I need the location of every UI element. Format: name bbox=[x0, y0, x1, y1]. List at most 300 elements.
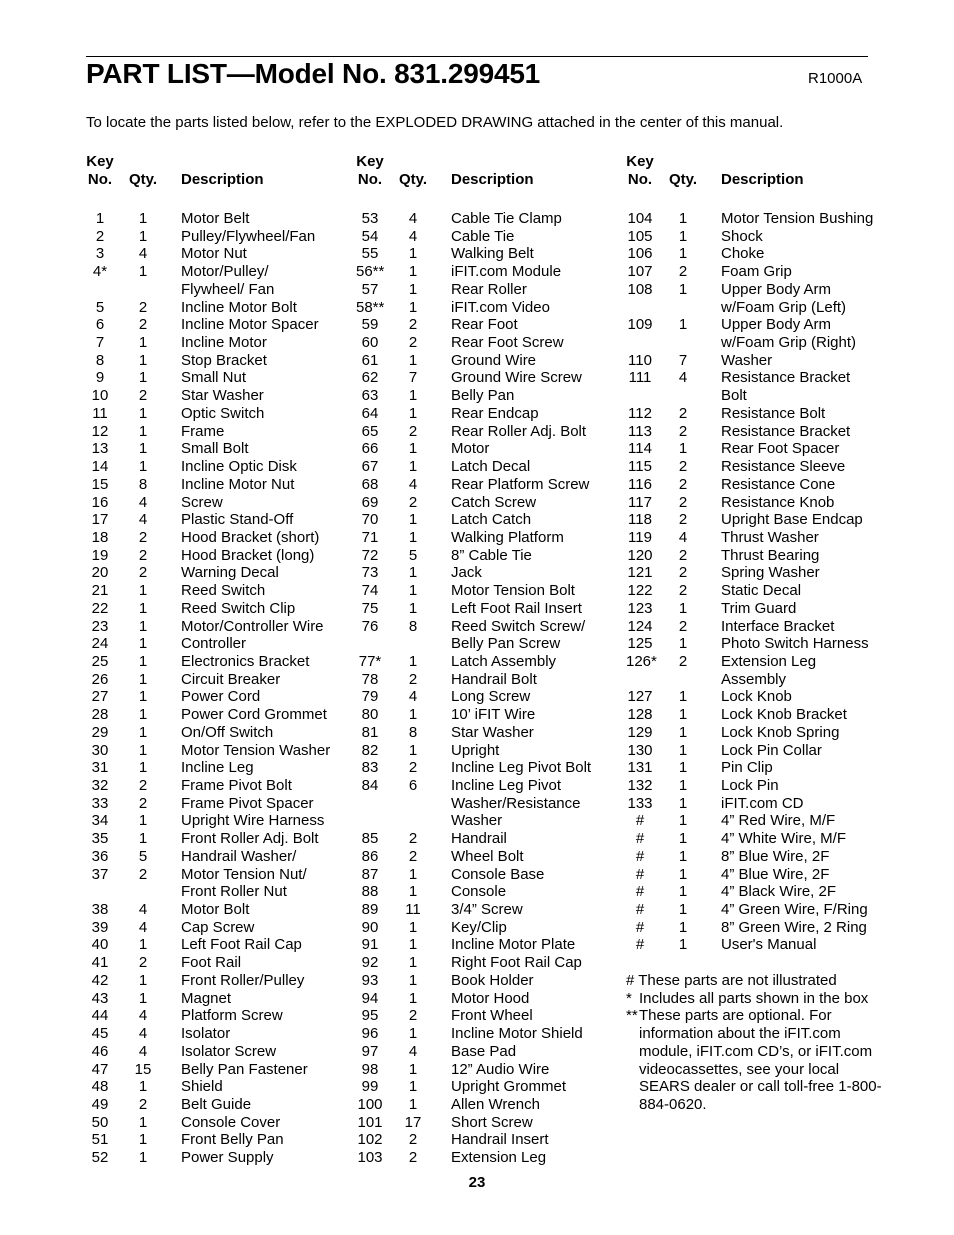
part-qty: 1 bbox=[408, 865, 418, 883]
part-key: 52 bbox=[91, 1149, 109, 1167]
part-key: 119 bbox=[628, 528, 652, 546]
part-qty: 2 bbox=[408, 830, 418, 848]
part-description: Console Cover bbox=[181, 1113, 281, 1131]
part-qty: 4 bbox=[408, 227, 418, 245]
part-description: iFIT.com Module bbox=[451, 263, 562, 281]
part-key: # bbox=[635, 812, 645, 830]
part-qty: 2 bbox=[408, 316, 418, 334]
part-key: 104 bbox=[627, 210, 653, 227]
part-row bbox=[356, 405, 616, 423]
part-row bbox=[356, 494, 616, 512]
part-qty: 1 bbox=[408, 245, 418, 263]
part-description: Extension Leg bbox=[721, 652, 817, 670]
part-qty: 1 bbox=[138, 599, 148, 617]
part-description: Platform Screw bbox=[181, 1007, 283, 1025]
part-qty: 2 bbox=[678, 617, 688, 635]
part-row bbox=[86, 600, 346, 618]
part-qty: 1 bbox=[138, 210, 148, 227]
part-row bbox=[86, 564, 346, 582]
part-key: # bbox=[635, 865, 645, 883]
part-qty: 2 bbox=[408, 422, 418, 440]
part-qty: 4 bbox=[408, 475, 418, 493]
part-description: Incline Leg bbox=[181, 759, 254, 777]
part-qty: 1 bbox=[678, 723, 688, 741]
part-row bbox=[86, 1096, 346, 1114]
part-row bbox=[356, 423, 616, 441]
footnote-includes: * Includes all parts shown in the box bbox=[626, 989, 869, 1007]
part-key: 101 bbox=[357, 1113, 383, 1131]
part-qty: 1 bbox=[678, 777, 688, 794]
part-description: Lock Knob Spring bbox=[721, 723, 840, 741]
part-qty: 1 bbox=[138, 351, 148, 369]
part-row bbox=[626, 688, 888, 706]
part-row bbox=[356, 830, 616, 848]
part-description: Lock Pin bbox=[721, 777, 779, 794]
part-key: 115 bbox=[628, 458, 652, 476]
part-qty: 1 bbox=[678, 599, 688, 617]
part-qty: 1 bbox=[678, 847, 688, 865]
header-description: Description bbox=[181, 171, 264, 188]
part-description: Motor Tension Bushing bbox=[721, 210, 874, 227]
part-row bbox=[86, 334, 346, 352]
part-row bbox=[356, 1025, 616, 1043]
part-qty: 1 bbox=[408, 936, 418, 954]
part-description: Incline Motor bbox=[181, 334, 267, 352]
part-key: 3 bbox=[95, 245, 105, 263]
part-qty: 2 bbox=[408, 1149, 418, 1167]
part-qty: 1 bbox=[408, 280, 418, 298]
part-key: 133 bbox=[627, 794, 653, 812]
part-row bbox=[356, 299, 616, 317]
part-row bbox=[626, 369, 888, 387]
part-description: Upright Base Endcap bbox=[721, 511, 863, 529]
part-description: Shield bbox=[181, 1078, 223, 1096]
part-key: 49 bbox=[91, 1095, 109, 1113]
part-qty: 2 bbox=[138, 546, 148, 564]
part-row bbox=[356, 316, 616, 334]
part-key: 82 bbox=[361, 741, 379, 759]
part-key: 72 bbox=[361, 546, 379, 564]
part-row bbox=[86, 547, 346, 565]
part-key: 30 bbox=[91, 741, 109, 759]
part-row bbox=[626, 334, 888, 352]
part-qty: 1 bbox=[678, 830, 688, 848]
part-key: 132 bbox=[627, 777, 653, 794]
part-qty: 2 bbox=[138, 777, 148, 794]
part-qty: 1 bbox=[678, 280, 688, 298]
part-qty: 4 bbox=[678, 369, 688, 387]
part-qty: 2 bbox=[678, 582, 688, 600]
part-description: Motor/Pulley/ bbox=[181, 263, 269, 281]
part-row bbox=[626, 458, 888, 476]
part-row bbox=[626, 228, 888, 246]
part-description: Resistance Sleeve bbox=[721, 458, 846, 476]
part-key: 99 bbox=[361, 1078, 379, 1096]
part-qty: 1 bbox=[408, 652, 418, 670]
part-qty: 2 bbox=[138, 1095, 148, 1113]
part-qty: 1 bbox=[138, 334, 148, 352]
part-description: Optic Switch bbox=[181, 404, 265, 422]
part-qty: 1 bbox=[138, 617, 148, 635]
part-row bbox=[626, 919, 888, 937]
part-description: Power Cord bbox=[181, 688, 261, 706]
part-key: 92 bbox=[361, 954, 379, 972]
part-key: 83 bbox=[361, 759, 379, 777]
part-key: 39 bbox=[91, 918, 109, 936]
footnote-optional: ** These parts are optional. For information about the iFIT.com module, iFIT.com CD’s, or iFIT.com videocassettes, see your local SEARS dealer or call toll-free 1-800-884-0620. bbox=[626, 1007, 882, 1114]
intro-text: To locate the parts listed below, refer to the EXPLODED DRAWING attached in the center of this manual. bbox=[86, 114, 784, 131]
part-key: 78 bbox=[361, 670, 379, 688]
part-qty: 1 bbox=[408, 440, 418, 458]
part-key: 26 bbox=[91, 670, 109, 688]
part-key: 116 bbox=[628, 475, 652, 493]
header-key: Key bbox=[626, 153, 654, 170]
part-description: Washer bbox=[451, 812, 503, 830]
part-row bbox=[626, 494, 888, 512]
part-row bbox=[86, 263, 346, 281]
part-description: Wheel Bolt bbox=[451, 847, 524, 865]
part-qty: 2 bbox=[678, 652, 688, 670]
part-qty: 1 bbox=[408, 564, 418, 582]
part-description: Photo Switch Harness bbox=[721, 635, 869, 653]
part-key: 96 bbox=[361, 1025, 379, 1043]
part-row bbox=[86, 919, 346, 937]
part-row bbox=[86, 245, 346, 263]
part-qty: 17 bbox=[404, 1113, 422, 1131]
part-row bbox=[356, 795, 616, 813]
part-qty: 2 bbox=[408, 847, 418, 865]
part-description: Rear Platform Screw bbox=[451, 475, 590, 493]
part-key: 13 bbox=[91, 440, 109, 458]
part-description: Upper Body Arm bbox=[721, 280, 832, 298]
footnote-includes-text: Includes all parts shown in the box bbox=[639, 989, 869, 1007]
part-description: Front Roller Adj. Bolt bbox=[181, 830, 319, 848]
part-qty: 1 bbox=[678, 794, 688, 812]
part-row bbox=[86, 476, 346, 494]
part-description: Motor bbox=[451, 440, 490, 458]
part-row bbox=[626, 529, 888, 547]
part-description: 4” Red Wire, M/F bbox=[721, 812, 836, 830]
part-description: Hood Bracket (short) bbox=[181, 528, 320, 546]
part-row bbox=[86, 529, 346, 547]
part-row bbox=[356, 706, 616, 724]
part-description: Reed Switch Clip bbox=[181, 599, 296, 617]
part-row bbox=[356, 1149, 616, 1167]
part-key: 69 bbox=[361, 493, 379, 511]
part-description: Left Foot Rail Insert bbox=[451, 599, 582, 617]
parts-column-3 bbox=[626, 153, 888, 954]
part-description: Key/Clip bbox=[451, 918, 507, 936]
part-qty: 1 bbox=[408, 599, 418, 617]
part-qty: 1 bbox=[138, 670, 148, 688]
part-qty: 1 bbox=[408, 741, 418, 759]
part-description: Resistance Bolt bbox=[721, 404, 826, 422]
part-description: Reed Switch bbox=[181, 582, 266, 600]
part-qty: 4 bbox=[138, 511, 148, 529]
part-qty: 15 bbox=[134, 1060, 152, 1078]
part-qty: 1 bbox=[138, 723, 148, 741]
part-description: Incline Leg Pivot Bolt bbox=[451, 759, 592, 777]
part-description: Rear Endcap bbox=[451, 404, 539, 422]
part-key: 48 bbox=[91, 1078, 109, 1096]
part-row bbox=[356, 635, 616, 653]
part-qty: 4 bbox=[138, 1007, 148, 1025]
part-description: Handrail bbox=[451, 830, 507, 848]
part-row bbox=[86, 653, 346, 671]
part-row bbox=[356, 263, 616, 281]
part-key: 34 bbox=[91, 812, 109, 830]
part-key: 45 bbox=[91, 1025, 109, 1043]
column-header bbox=[86, 153, 346, 189]
part-qty: 1 bbox=[138, 369, 148, 387]
part-row bbox=[86, 671, 346, 689]
part-description: Extension Leg bbox=[451, 1149, 547, 1167]
part-row bbox=[356, 866, 616, 884]
part-description: Incline Motor Bolt bbox=[181, 298, 297, 316]
part-row bbox=[356, 990, 616, 1008]
part-qty: 1 bbox=[138, 741, 148, 759]
part-key: 62 bbox=[361, 369, 379, 387]
part-qty: 2 bbox=[678, 564, 688, 582]
part-description: Thrust Bearing bbox=[721, 546, 820, 564]
part-qty: 1 bbox=[678, 865, 688, 883]
part-row bbox=[86, 848, 346, 866]
part-description: Pin Clip bbox=[721, 759, 773, 777]
part-row bbox=[626, 936, 888, 954]
part-description: 3/4” Screw bbox=[451, 901, 523, 919]
part-key: 123 bbox=[627, 599, 653, 617]
part-row bbox=[86, 724, 346, 742]
part-qty: 1 bbox=[408, 511, 418, 529]
part-row bbox=[626, 759, 888, 777]
part-row bbox=[626, 635, 888, 653]
part-key: 68 bbox=[361, 475, 379, 493]
part-description: Base Pad bbox=[451, 1042, 517, 1060]
part-qty: 1 bbox=[138, 635, 148, 653]
part-key: 4* bbox=[92, 263, 108, 281]
parts-column-1 bbox=[86, 153, 346, 1167]
part-qty: 1 bbox=[408, 1060, 418, 1078]
part-key: 6 bbox=[95, 316, 105, 334]
part-row bbox=[356, 618, 616, 636]
part-description: 8” Blue Wire, 2F bbox=[721, 847, 830, 865]
part-description: Power Cord Grommet bbox=[181, 706, 327, 724]
part-description: Washer/Resistance bbox=[451, 794, 581, 812]
part-row bbox=[626, 706, 888, 724]
part-row bbox=[86, 812, 346, 830]
part-description: Handrail Washer/ bbox=[181, 847, 297, 865]
part-key: 12 bbox=[91, 422, 109, 440]
part-key: 63 bbox=[361, 387, 379, 405]
part-row bbox=[356, 742, 616, 760]
part-qty: 1 bbox=[408, 971, 418, 989]
part-description: Lock Knob Bracket bbox=[721, 706, 847, 724]
part-description: Small Nut bbox=[181, 369, 247, 387]
part-qty: 8 bbox=[408, 723, 418, 741]
part-key: 54 bbox=[361, 227, 379, 245]
part-qty: 2 bbox=[138, 794, 148, 812]
part-qty: 1 bbox=[138, 422, 148, 440]
part-row bbox=[626, 724, 888, 742]
part-row bbox=[626, 600, 888, 618]
part-qty: 2 bbox=[408, 670, 418, 688]
part-description: Static Decal bbox=[721, 582, 802, 600]
parts-rows bbox=[86, 210, 346, 1167]
part-qty: 1 bbox=[408, 387, 418, 405]
part-key: 38 bbox=[91, 901, 109, 919]
part-key: # bbox=[635, 918, 645, 936]
header-qty: Qty. bbox=[128, 171, 158, 188]
part-qty: 1 bbox=[678, 936, 688, 954]
part-key: 97 bbox=[361, 1042, 379, 1060]
part-qty: 5 bbox=[138, 847, 148, 865]
part-row bbox=[626, 742, 888, 760]
header-qty: Qty. bbox=[668, 171, 698, 188]
part-description: Hood Bracket (long) bbox=[181, 546, 315, 564]
part-key: 105 bbox=[627, 227, 653, 245]
part-description: Latch Decal bbox=[451, 458, 531, 476]
part-row bbox=[86, 582, 346, 600]
part-key: 106 bbox=[627, 245, 653, 263]
part-qty: 2 bbox=[408, 493, 418, 511]
part-row bbox=[86, 830, 346, 848]
part-qty: 1 bbox=[408, 706, 418, 724]
part-row bbox=[356, 1007, 616, 1025]
part-key: 108 bbox=[627, 280, 653, 298]
part-row bbox=[356, 848, 616, 866]
part-qty: 1 bbox=[138, 688, 148, 706]
part-row bbox=[86, 635, 346, 653]
column-header bbox=[626, 153, 888, 189]
part-qty: 1 bbox=[678, 210, 688, 227]
part-description: Motor Tension Washer bbox=[181, 741, 331, 759]
part-description: Walking Belt bbox=[451, 245, 534, 263]
part-key: 107 bbox=[627, 263, 653, 281]
footnotes bbox=[626, 972, 882, 1114]
part-qty: 1 bbox=[678, 741, 688, 759]
part-qty: 1 bbox=[408, 298, 418, 316]
header-no: No. bbox=[357, 171, 383, 188]
part-row bbox=[626, 299, 888, 317]
part-qty: 1 bbox=[678, 316, 688, 334]
part-description: Trim Guard bbox=[721, 599, 797, 617]
part-description: Motor/Controller Wire bbox=[181, 617, 324, 635]
part-description: Incline Motor Plate bbox=[451, 936, 576, 954]
part-description: Interface Bracket bbox=[721, 617, 835, 635]
part-key: 2 bbox=[95, 227, 105, 245]
part-row bbox=[626, 901, 888, 919]
part-description: Lock Pin Collar bbox=[721, 741, 822, 759]
part-key: 77* bbox=[358, 652, 382, 670]
part-key: 111 bbox=[628, 369, 652, 387]
part-key: 88 bbox=[361, 883, 379, 901]
part-qty: 1 bbox=[678, 688, 688, 706]
part-key: 41 bbox=[91, 954, 109, 972]
part-qty: 1 bbox=[138, 706, 148, 724]
part-key: 57 bbox=[361, 280, 379, 298]
header-no: No. bbox=[87, 171, 113, 188]
part-key: 91 bbox=[361, 936, 379, 954]
part-key: 27 bbox=[91, 688, 109, 706]
part-key: 7 bbox=[95, 334, 105, 352]
part-description: Star Washer bbox=[181, 387, 264, 405]
part-row bbox=[626, 405, 888, 423]
footnote-optional-text: These parts are optional. For information about the iFIT.com module, iFIT.com CD’s, or iFIT.com videocassettes, see your local SEARS dealer or call toll-free 1-800-884-0620. bbox=[639, 1007, 882, 1114]
part-qty: 2 bbox=[678, 422, 688, 440]
part-qty: 2 bbox=[678, 263, 688, 281]
part-qty: 2 bbox=[408, 334, 418, 352]
part-qty: 2 bbox=[678, 404, 688, 422]
part-key: 16 bbox=[91, 493, 109, 511]
part-key: 53 bbox=[361, 210, 379, 227]
part-description: Reed Switch Screw/ bbox=[451, 617, 586, 635]
part-description: Assembly bbox=[721, 670, 787, 688]
part-description: Catch Screw bbox=[451, 493, 537, 511]
header-description: Description bbox=[451, 171, 534, 188]
part-key: 32 bbox=[91, 777, 109, 794]
page-title: PART LIST—Model No. 831.299451 bbox=[86, 58, 541, 89]
part-qty: 1 bbox=[138, 759, 148, 777]
part-row bbox=[356, 369, 616, 387]
part-key: # bbox=[635, 883, 645, 901]
part-key: 14 bbox=[91, 458, 109, 476]
part-description: Frame Pivot Spacer bbox=[181, 794, 314, 812]
part-description: Resistance Knob bbox=[721, 493, 835, 511]
part-row bbox=[86, 405, 346, 423]
part-key: 15 bbox=[91, 475, 109, 493]
part-row bbox=[626, 440, 888, 458]
part-description: User's Manual bbox=[721, 936, 817, 954]
part-qty: 2 bbox=[138, 564, 148, 582]
part-key: 109 bbox=[627, 316, 653, 334]
part-row bbox=[356, 901, 616, 919]
part-row bbox=[626, 777, 888, 795]
part-qty: 1 bbox=[138, 1113, 148, 1131]
part-description: Cable Tie Clamp bbox=[451, 210, 562, 227]
part-description: 12” Audio Wire bbox=[451, 1060, 550, 1078]
part-row bbox=[86, 954, 346, 972]
part-row bbox=[626, 848, 888, 866]
part-row bbox=[356, 1096, 616, 1114]
part-key: 74 bbox=[361, 582, 379, 600]
part-row bbox=[86, 618, 346, 636]
part-qty: 1 bbox=[678, 812, 688, 830]
part-qty: 1 bbox=[678, 883, 688, 901]
part-qty: 2 bbox=[138, 387, 148, 405]
part-row bbox=[86, 759, 346, 777]
part-description: iFIT.com CD bbox=[721, 794, 804, 812]
part-key: # bbox=[635, 901, 645, 919]
part-qty: 2 bbox=[138, 298, 148, 316]
top-rule bbox=[86, 56, 868, 57]
part-key: 66 bbox=[361, 440, 379, 458]
part-key: 95 bbox=[361, 1007, 379, 1025]
part-key: 94 bbox=[361, 989, 379, 1007]
part-row bbox=[86, 458, 346, 476]
part-key: 84 bbox=[361, 777, 379, 794]
part-qty: 1 bbox=[138, 971, 148, 989]
part-description: Belt Guide bbox=[181, 1095, 252, 1113]
part-qty: 1 bbox=[138, 1078, 148, 1096]
part-description: Console bbox=[451, 883, 507, 901]
part-row bbox=[626, 830, 888, 848]
part-description: Motor Belt bbox=[181, 210, 250, 227]
part-key: 64 bbox=[361, 404, 379, 422]
part-row bbox=[86, 387, 346, 405]
part-row bbox=[356, 511, 616, 529]
footnote-not-illustrated: # These parts are not illustrated bbox=[626, 972, 837, 989]
part-qty: 4 bbox=[408, 688, 418, 706]
